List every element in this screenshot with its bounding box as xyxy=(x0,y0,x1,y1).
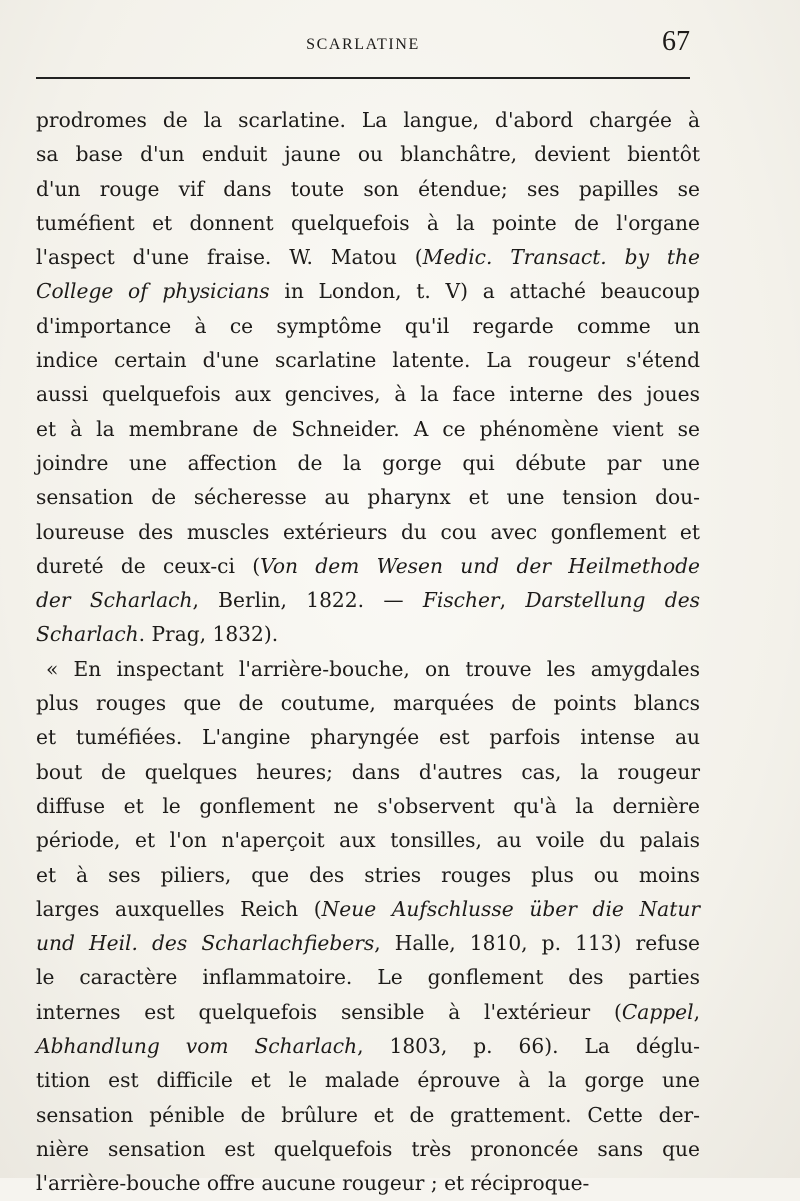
text-run: nière sensation est quelquefois très prononcée sans que xyxy=(36,1136,700,1161)
text-run: prodromes de la scarlatine. La langue, d'abord chargée à xyxy=(36,108,700,132)
text-line xyxy=(36,1063,700,1097)
text-run: indice certain d'une scarlatine latente. La rougeur s'étend xyxy=(36,348,700,373)
text-line xyxy=(36,858,700,892)
text-line xyxy=(36,343,700,377)
text-line xyxy=(36,960,700,994)
text-line xyxy=(36,446,700,480)
text-run: dureté de ceux-ci ( xyxy=(36,553,261,578)
header-rule xyxy=(36,77,690,79)
text-run: tuméfient et donnent quelquefois à la pointe de l'organe xyxy=(36,210,700,235)
text-line xyxy=(36,823,700,857)
italic-run: der Scharlach xyxy=(36,588,193,613)
italic-run: Cappel xyxy=(621,999,694,1024)
text-run: d'un rouge vif dans toute son étendue; ses papilles se xyxy=(36,176,700,201)
page-number: 67 xyxy=(662,26,690,57)
italic-run: Neue Aufschlusse über die Natur xyxy=(321,896,700,921)
text-run: et à ses piliers, que des stries rouges plus ou moins xyxy=(36,862,700,887)
text-line xyxy=(36,617,700,651)
text-line xyxy=(36,720,700,754)
text-run: période, et l'on n'aperçoit aux tonsilles, au voile du palais xyxy=(36,828,700,853)
body-text xyxy=(36,103,700,1201)
text-line xyxy=(36,480,700,514)
text-line xyxy=(36,1132,700,1166)
text-run: joindre une affection de la gorge qui débute par une xyxy=(36,450,700,475)
text-run: larges auxquelles Reich ( xyxy=(36,896,322,921)
text-line xyxy=(36,206,700,240)
text-run: sa base d'un enduit jaune ou blanchâtre, devient bientôt xyxy=(36,142,700,167)
italic-run: Scharlach xyxy=(36,622,139,647)
text-line xyxy=(36,309,700,343)
text-run: et tuméfiées. L'angine pharyngée est parfois intense au xyxy=(36,725,700,750)
text-run: in London, t. V) a attaché beaucoup xyxy=(269,279,700,304)
text-run: . Prag, 1832). xyxy=(138,622,279,647)
text-run: bout de quelques heures; dans d'autres cas, la rougeur xyxy=(36,759,700,784)
text-line xyxy=(36,755,700,789)
text-line xyxy=(36,892,700,926)
text-run: « En inspectant l'arrière-bouche, on trouve les amygdales xyxy=(46,656,700,681)
italic-run: und Heil. des Scharlachfiebers xyxy=(36,931,375,956)
text-run: sensation de sécheresse au pharynx et une tension dou- xyxy=(36,485,700,510)
text-line xyxy=(36,1029,700,1063)
text-run: d'importance à ce symptôme qu'il regarde comme un xyxy=(36,313,700,338)
text-line xyxy=(36,583,700,617)
text-line xyxy=(36,789,700,823)
text-run: diffuse et le gonflement ne s'observent qu'à la dernière xyxy=(36,793,700,818)
text-line xyxy=(36,274,700,308)
text-run: loureuse des muscles extérieurs du cou avec gonflement et xyxy=(36,519,700,544)
italic-run: Abhandlung vom Scharlach xyxy=(36,1034,358,1059)
running-head xyxy=(36,26,690,66)
text-line xyxy=(36,377,700,411)
text-run: aussi quelquefois aux gencives, à la face interne des joues xyxy=(36,382,700,407)
text-line xyxy=(36,137,700,171)
text-run: l'arrière-bouche offre aucune rougeur ; et réciproque- xyxy=(36,1171,590,1196)
text-line xyxy=(36,172,700,206)
text-run: et à la membrane de Schneider. A ce phénomène vient se xyxy=(36,416,700,441)
italic-run: Fischer xyxy=(422,588,500,613)
italic-run: College of physicians xyxy=(36,279,270,304)
text-run: , Halle, 1810, p. 113) refuse xyxy=(374,931,700,956)
text-line xyxy=(36,103,700,137)
italic-run: Von dem Wesen und der Heilmethode xyxy=(260,553,700,578)
text-line xyxy=(36,926,700,960)
text-line xyxy=(36,652,700,686)
text-run: , xyxy=(499,588,526,613)
text-run: , 1803, p. 66). La déglu- xyxy=(357,1034,700,1059)
text-line xyxy=(36,549,700,583)
text-line xyxy=(36,412,700,446)
text-line xyxy=(36,995,700,1029)
text-run: , xyxy=(693,999,700,1024)
text-run: tition est difficile et le malade éprouve à la gorge une xyxy=(36,1068,700,1093)
italic-run: Darstellung des xyxy=(525,588,700,613)
text-line xyxy=(36,1098,700,1132)
italic-run: Medic. Transact. by the xyxy=(422,245,700,270)
text-run: , Berlin, 1822. — xyxy=(192,588,423,613)
text-run: l'aspect d'une fraise. W. Matou ( xyxy=(36,245,423,270)
text-run: sensation pénible de brûlure et de grattement. Cette der- xyxy=(36,1102,700,1127)
text-run: le caractère inflammatoire. Le gonflement des parties xyxy=(36,965,700,990)
text-line xyxy=(36,686,700,720)
text-line xyxy=(36,515,700,549)
text-run: plus rouges que de coutume, marquées de points blancs xyxy=(36,691,700,716)
running-title: SCARLATINE xyxy=(306,36,420,53)
text-line xyxy=(36,240,700,274)
text-run: internes est quelquefois sensible à l'extérieur ( xyxy=(36,999,622,1024)
text-line xyxy=(36,1166,700,1200)
